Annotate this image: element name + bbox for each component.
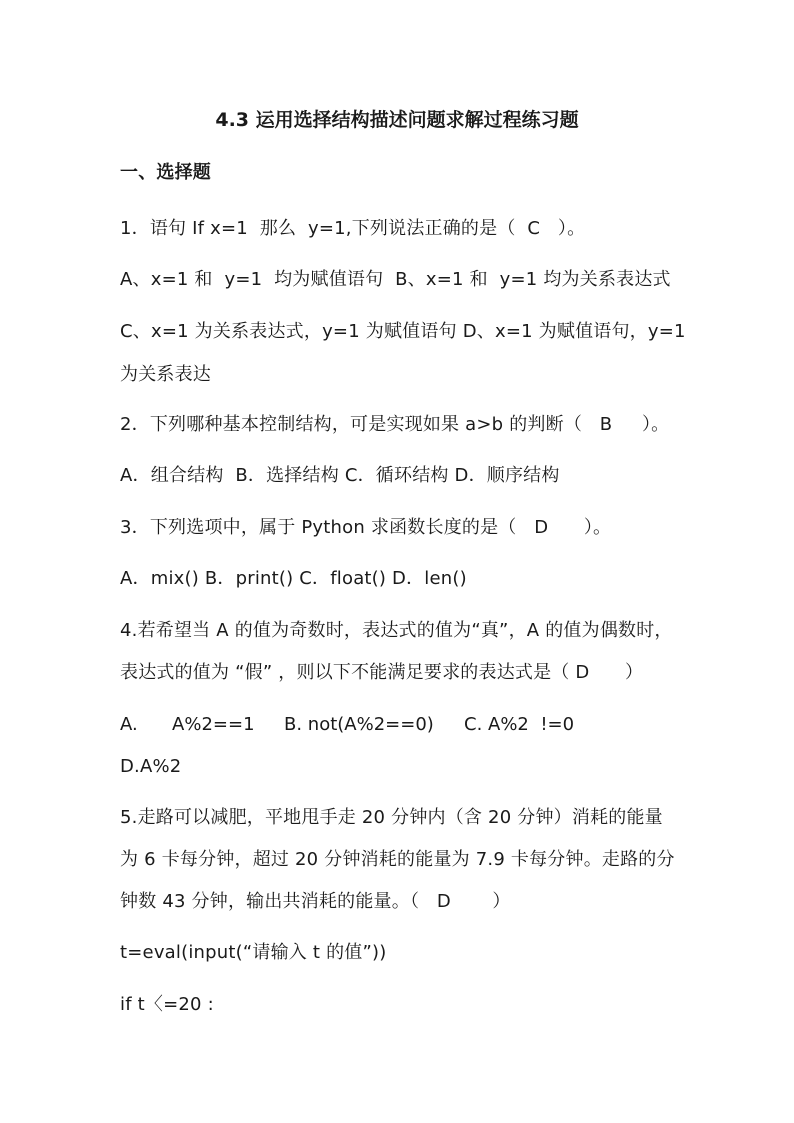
question-3-stem: 3．下列选项中，属于 Python 求函数长度的是（ D ）。 [120,517,612,538]
question-5-code-line-2: if t〈=20 : [120,994,214,1015]
question-1-options-line-3: 为关系表达 [120,364,211,385]
document-title: 4.3 运用选择结构描述问题求解过程练习题 [215,109,579,131]
question-2-options: A．组合结构 B．选择结构 C．循环结构 D．顺序结构 [120,465,560,486]
question-1-stem: 1．语句 If x=1 那么 y=1,下列说法正确的是（ C ）。 [120,218,586,239]
question-3-options: A．mix() B．print() C．float() D．len() [120,568,467,589]
question-4-option-a: A. A%2==1 [120,714,255,735]
question-5-stem-line-3: 钟数 43 分钟，输出共消耗的能量。（ D ） [120,891,511,912]
question-4-stem-line-1: 4.若希望当 A 的值为奇数时，表达式的值为“真”，A 的值为偶数时， [120,620,673,641]
question-4-option-c: C. A%2 !=0 [464,714,575,735]
question-1-options-line-1: A、x=1 和 y=1 均为赋值语句 B、x=1 和 y=1 均为关系表达式 [120,269,671,290]
question-4-option-b: B. not(A%2==0) [284,714,434,735]
question-5-code-line-1: t=eval(input(“请输入 t 的值”)) [120,942,387,963]
question-1-options-line-2: C、x=1 为关系表达式，y=1 为赋值语句 D、x=1 为赋值语句，y=1 [120,321,686,342]
question-2-stem: 2．下列哪种基本控制结构，可是实现如果 a>b 的判断（ B ）。 [120,414,670,435]
question-4-stem-line-2: 表达式的值为 “假” ，则以下不能满足要求的表达式是（ D ） [120,662,644,683]
question-5-stem-line-1: 5.走路可以减肥，平地甩手走 20 分钟内（含 20 分钟）消耗的能量 [120,807,663,828]
question-4-option-d: D.A%2 [120,756,182,777]
question-5-stem-line-2: 为 6 卡每分钟，超过 20 分钟消耗的能量为 7.9 卡每分钟。走路的分 [120,849,675,870]
section-heading: 一、选择题 [120,162,211,183]
